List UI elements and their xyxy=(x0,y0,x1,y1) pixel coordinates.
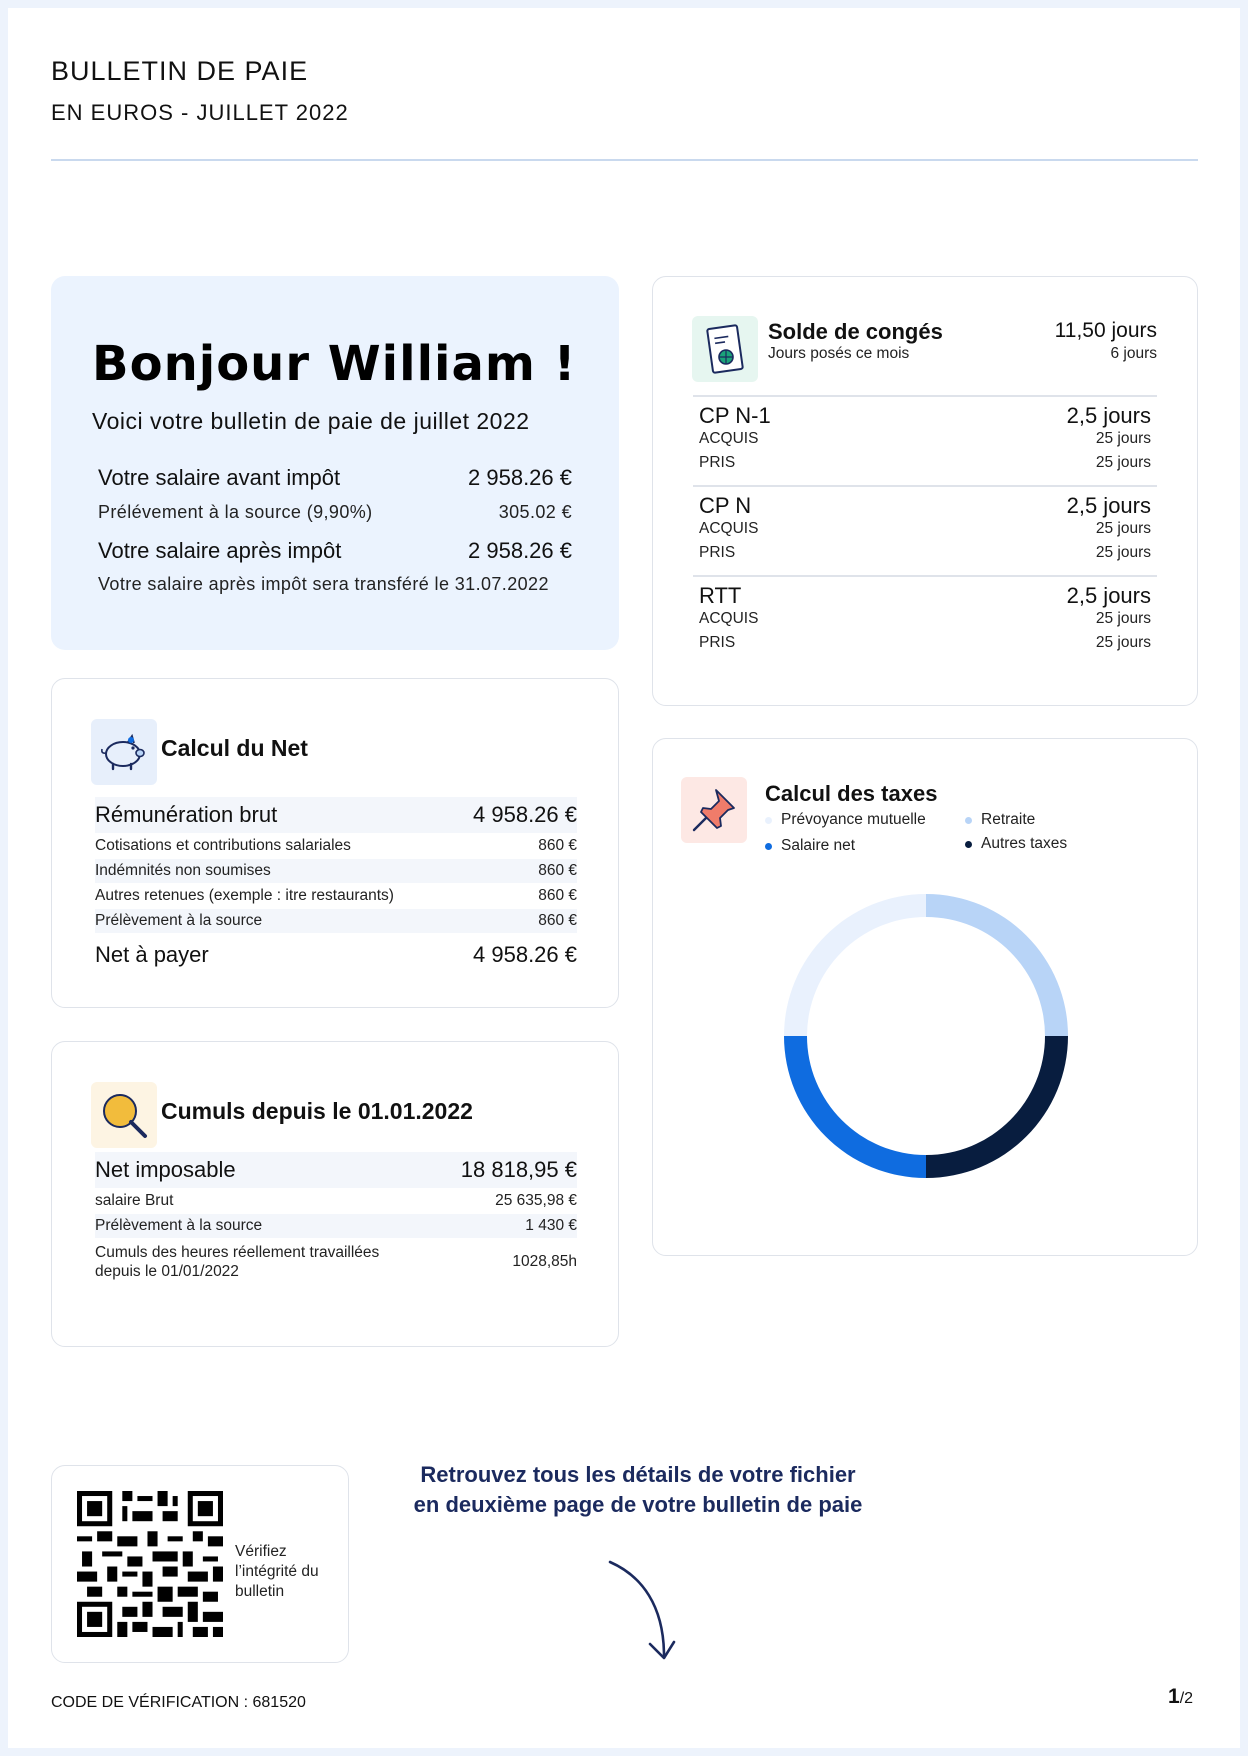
taxable-net-label: Net imposable xyxy=(95,1157,236,1182)
salary-after-tax-value: 2 958.26 € xyxy=(468,538,572,563)
gross-value: 4 958.26 € xyxy=(473,802,577,827)
legend-label: Prévoyance mutuelle xyxy=(781,811,926,828)
net-to-pay-row xyxy=(95,937,577,973)
leave-taken-row xyxy=(699,634,1151,652)
row-value: 860 € xyxy=(538,887,577,904)
cumulative-title: Cumuls depuis le 01.01.2022 xyxy=(161,1098,473,1124)
leave-group-name: CP N xyxy=(699,493,752,518)
net-calculation-card xyxy=(51,678,619,1008)
taken-label: PRIS xyxy=(699,634,736,651)
qr-code-icon xyxy=(77,1491,223,1637)
divider xyxy=(693,575,1157,577)
leave-taken-value: 6 jours xyxy=(1110,345,1157,362)
leave-group-value: 2,5 jours xyxy=(1066,403,1151,428)
row-value: 860 € xyxy=(538,912,577,929)
leave-acquired-row xyxy=(699,610,1151,628)
acquired-value: 25 jours xyxy=(1095,610,1151,627)
row-value: 1 430 € xyxy=(525,1217,577,1234)
withholding-row xyxy=(98,502,572,523)
row-value: 860 € xyxy=(538,837,577,854)
table-row xyxy=(95,834,577,858)
net-to-pay-label: Net à payer xyxy=(95,942,209,967)
page-total: /2 xyxy=(1179,1690,1194,1707)
legend-dot xyxy=(965,817,972,824)
divider xyxy=(693,485,1157,487)
legend-label: Autres taxes xyxy=(981,835,1068,852)
taxable-net-value: 18 818,95 € xyxy=(460,1157,577,1182)
header-divider xyxy=(51,159,1198,161)
taxable-net-row xyxy=(95,1152,577,1188)
leave-group-rtt xyxy=(699,583,1151,609)
document-title: BULLETIN DE PAIE xyxy=(51,56,309,86)
withholding-value: 305.02 € xyxy=(498,502,572,522)
transfer-note: Votre salaire après impôt sera transféré le 31.07.2022 xyxy=(98,574,549,594)
net-to-pay-value: 4 958.26 € xyxy=(473,942,577,967)
salary-before-tax-row xyxy=(98,465,572,491)
salary-after-tax-row xyxy=(98,538,572,564)
leave-acquired-row xyxy=(699,430,1151,448)
hours-label-line1: Cumuls des heures réellement travaillées xyxy=(95,1244,380,1261)
acquired-label: ACQUIS xyxy=(699,520,759,537)
passport-icon xyxy=(692,316,758,382)
legend-label: Salaire net xyxy=(781,837,856,854)
qr-verification-label: Vérifiez l’intégrité du bulletin xyxy=(235,1543,319,1600)
hours-label-line2: depuis le 01/01/2022 xyxy=(95,1263,239,1280)
salary-before-tax-value: 2 958.26 € xyxy=(468,465,572,490)
row-value: 25 635,98 € xyxy=(495,1192,577,1209)
row-value: 860 € xyxy=(538,862,577,879)
greeting-title: Bonjour William ! xyxy=(92,336,577,392)
row-label: Autres retenues (exemple : itre restaurants) xyxy=(95,887,394,904)
row-label: salaire Brut xyxy=(95,1192,174,1209)
payslip-page xyxy=(8,8,1240,1748)
leave-group-cpn1 xyxy=(699,403,1151,429)
taken-label: PRIS xyxy=(699,454,736,471)
row-label: Cotisations et contributions salariales xyxy=(95,837,351,854)
taken-value: 25 jours xyxy=(1095,634,1151,651)
legend-label: Retraite xyxy=(981,811,1036,828)
cumulative-card xyxy=(51,1041,619,1347)
legend-item-retraite xyxy=(965,811,1035,829)
row-label: Indémnités non soumises xyxy=(95,862,271,879)
leave-acquired-row xyxy=(699,520,1151,538)
hours-row xyxy=(95,1240,577,1284)
legend-dot xyxy=(765,843,772,850)
leave-balance-card xyxy=(652,276,1198,706)
table-row xyxy=(95,859,577,883)
acquired-value: 25 jours xyxy=(1095,430,1151,447)
table-row xyxy=(95,909,577,933)
row-label: Prélèvement à la source xyxy=(95,1217,263,1234)
leave-group-value: 2,5 jours xyxy=(1066,493,1151,518)
acquired-label: ACQUIS xyxy=(699,430,759,447)
table-row xyxy=(95,1214,577,1238)
callout-line2: en deuxième page de votre bulletin de paie xyxy=(413,1492,863,1517)
hours-value: 1028,85h xyxy=(512,1253,577,1270)
gross-row xyxy=(95,797,577,833)
legend-dot xyxy=(765,817,772,824)
salary-before-tax-label: Votre salaire avant impôt xyxy=(98,465,341,490)
tax-donut-chart xyxy=(776,886,1076,1186)
acquired-label: ACQUIS xyxy=(699,610,759,627)
taken-label: PRIS xyxy=(699,544,736,561)
leave-balance-title: Solde de congés xyxy=(768,319,943,344)
donut-slice-retraite xyxy=(926,894,1068,1036)
leave-balance-value: 11,50 jours xyxy=(1054,319,1157,342)
net-calculation-title: Calcul du Net xyxy=(161,735,308,761)
legend-item-autres-taxes xyxy=(965,835,1067,853)
table-row xyxy=(95,884,577,908)
qr-verification-card xyxy=(51,1465,349,1663)
verification-code: CODE DE VÉRIFICATION : 681520 xyxy=(51,1694,306,1711)
taken-value: 25 jours xyxy=(1095,454,1151,471)
second-page-callout xyxy=(343,1460,933,1520)
hours-label xyxy=(95,1243,379,1281)
leave-group-value: 2,5 jours xyxy=(1066,583,1151,608)
salary-after-tax-label: Votre salaire après impôt xyxy=(98,538,342,563)
table-row xyxy=(95,1189,577,1213)
magnifier-icon xyxy=(91,1082,157,1148)
page-number xyxy=(1168,1685,1193,1709)
taken-value: 25 jours xyxy=(1095,544,1151,561)
leave-taken-row xyxy=(699,454,1151,472)
divider xyxy=(693,395,1157,397)
donut-slice-autres-taxes xyxy=(926,1036,1068,1178)
leave-taken-row xyxy=(699,544,1151,562)
row-label: Prélèvement à la source xyxy=(95,912,263,929)
legend-item-prevoyance xyxy=(765,811,926,829)
leave-taken-label: Jours posés ce mois xyxy=(768,345,910,362)
legend-dot xyxy=(965,841,972,848)
tax-calculation-card xyxy=(652,738,1198,1256)
curved-arrow-down-icon xyxy=(602,1556,682,1666)
leave-group-name: CP N-1 xyxy=(699,403,771,428)
greeting-card xyxy=(51,276,619,650)
page-current: 1 xyxy=(1168,1685,1180,1708)
gross-label: Rémunération brut xyxy=(95,802,278,827)
donut-slice-prévoyance-mutuelle xyxy=(784,894,926,1036)
greeting-subtitle: Voici votre bulletin de paie de juillet 2022 xyxy=(92,408,530,434)
acquired-value: 25 jours xyxy=(1095,520,1151,537)
withholding-label: Prélévement à la source (9,90%) xyxy=(98,502,373,522)
pushpin-icon xyxy=(681,777,747,843)
callout-line1: Retrouvez tous les détails de votre fichier xyxy=(420,1462,856,1487)
legend-item-salaire-net xyxy=(765,837,855,855)
piggy-bank-icon xyxy=(91,719,157,785)
tax-calculation-title: Calcul des taxes xyxy=(765,781,938,806)
leave-group-name: RTT xyxy=(699,583,742,608)
document-subtitle: EN EUROS - JUILLET 2022 xyxy=(51,100,349,125)
leave-group-cpn xyxy=(699,493,1151,519)
donut-slice-salaire-net xyxy=(784,1036,926,1178)
